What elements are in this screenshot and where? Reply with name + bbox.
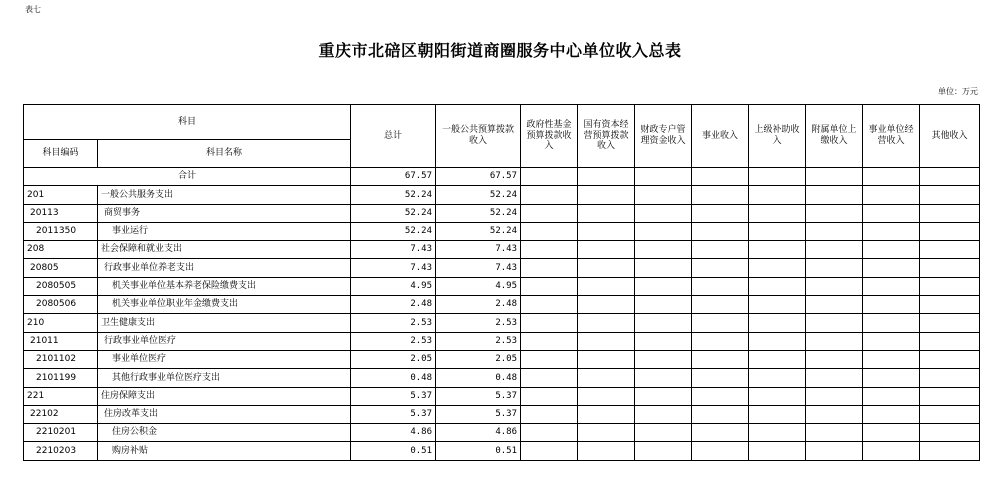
empty-cell	[521, 350, 578, 368]
table-row	[24, 350, 980, 368]
empty-cell	[920, 241, 980, 259]
empty-cell	[806, 259, 863, 277]
empty-cell	[635, 405, 692, 423]
empty-cell	[863, 369, 920, 387]
empty-cell	[806, 241, 863, 259]
empty-cell	[920, 277, 980, 295]
header-subject-name: 科目名称	[98, 140, 351, 168]
subject-name-cell: 事业单位医疗	[98, 350, 351, 368]
subject-code-cell: 2011350	[24, 222, 98, 240]
empty-cell	[806, 186, 863, 204]
subject-name-cell: 其他行政事业单位医疗支出	[98, 369, 351, 387]
empty-cell	[635, 350, 692, 368]
table-row	[24, 241, 980, 259]
general-budget-cell: 2.48	[436, 296, 521, 314]
empty-cell	[920, 222, 980, 240]
empty-cell	[692, 296, 749, 314]
general-budget-cell: 7.43	[436, 241, 521, 259]
header-business-income: 事业收入	[692, 105, 749, 168]
empty-cell	[692, 168, 749, 186]
empty-cell	[521, 332, 578, 350]
subject-name-cell: 行政事业单位养老支出	[98, 259, 351, 277]
general-budget-cell: 5.37	[436, 405, 521, 423]
empty-cell	[578, 442, 635, 460]
subject-code-cell: 20113	[24, 204, 98, 222]
subject-name-cell: 住房公积金	[98, 424, 351, 442]
empty-cell	[806, 405, 863, 423]
empty-cell	[635, 168, 692, 186]
empty-cell	[920, 332, 980, 350]
total-cell: 2.05	[351, 350, 436, 368]
subject-name-cell: 社会保障和就业支出	[98, 241, 351, 259]
empty-cell	[578, 277, 635, 295]
empty-cell	[578, 387, 635, 405]
header-business-operations: 事业单位经营收入	[863, 105, 920, 168]
empty-cell	[578, 241, 635, 259]
general-budget-cell: 0.51	[436, 442, 521, 460]
subject-name-cell: 事业运行	[98, 222, 351, 240]
empty-cell	[749, 222, 806, 240]
general-budget-cell: 2.53	[436, 332, 521, 350]
subject-name-cell: 机关事业单位职业年金缴费支出	[98, 296, 351, 314]
empty-cell	[920, 387, 980, 405]
empty-cell	[749, 350, 806, 368]
total-cell: 7.43	[351, 241, 436, 259]
empty-cell	[749, 186, 806, 204]
empty-cell	[635, 222, 692, 240]
empty-cell	[920, 442, 980, 460]
subject-name-cell: 行政事业单位医疗	[98, 332, 351, 350]
empty-cell	[692, 369, 749, 387]
empty-cell	[635, 241, 692, 259]
empty-cell	[749, 332, 806, 350]
total-cell: 0.48	[351, 369, 436, 387]
empty-cell	[635, 314, 692, 332]
header-state-capital: 国有资本经营预算拨款收入	[578, 105, 635, 168]
table-row	[24, 442, 980, 460]
empty-cell	[521, 296, 578, 314]
general-budget-cell: 7.43	[436, 259, 521, 277]
total-cell: 52.24	[351, 186, 436, 204]
empty-cell	[578, 296, 635, 314]
page-title: 重庆市北碚区朝阳街道商圈服务中心单位收入总表	[318, 41, 682, 60]
empty-cell	[692, 259, 749, 277]
table-row	[24, 222, 980, 240]
empty-cell	[635, 387, 692, 405]
empty-cell	[920, 405, 980, 423]
table-row	[24, 405, 980, 423]
empty-cell	[863, 424, 920, 442]
header-gov-fund: 政府性基金预算拨款收入	[521, 105, 578, 168]
subject-name-cell: 卫生健康支出	[98, 314, 351, 332]
total-cell: 4.86	[351, 424, 436, 442]
empty-cell	[521, 186, 578, 204]
empty-cell	[920, 168, 980, 186]
general-budget-cell: 52.24	[436, 222, 521, 240]
empty-cell	[578, 259, 635, 277]
subject-code-cell: 201	[24, 186, 98, 204]
empty-cell	[521, 241, 578, 259]
empty-cell	[863, 387, 920, 405]
subject-name-cell: 一般公共服务支出	[98, 186, 351, 204]
empty-cell	[521, 168, 578, 186]
empty-cell	[521, 314, 578, 332]
empty-cell	[692, 332, 749, 350]
table-row	[24, 186, 980, 204]
empty-cell	[920, 186, 980, 204]
empty-cell	[521, 222, 578, 240]
subject-code-cell: 2080506	[24, 296, 98, 314]
empty-cell	[863, 277, 920, 295]
header-subject-code: 科目编码	[24, 140, 98, 168]
empty-cell	[806, 222, 863, 240]
total-cell: 4.95	[351, 277, 436, 295]
table-row	[24, 259, 980, 277]
empty-cell	[920, 350, 980, 368]
total-cell: 5.37	[351, 405, 436, 423]
subject-code-cell: 2210201	[24, 424, 98, 442]
empty-cell	[521, 405, 578, 423]
empty-cell	[863, 186, 920, 204]
general-budget-cell: 4.95	[436, 277, 521, 295]
empty-cell	[749, 442, 806, 460]
total-cell: 52.24	[351, 204, 436, 222]
total-cell: 7.43	[351, 259, 436, 277]
empty-cell	[692, 241, 749, 259]
table-number-label: 表七	[25, 5, 41, 14]
general-budget-cell: 52.24	[436, 204, 521, 222]
empty-cell	[806, 387, 863, 405]
general-budget-cell: 5.37	[436, 387, 521, 405]
general-budget-cell: 2.53	[436, 314, 521, 332]
empty-cell	[692, 277, 749, 295]
empty-cell	[578, 168, 635, 186]
subject-code-cell: 221	[24, 387, 98, 405]
empty-cell	[692, 442, 749, 460]
empty-cell	[578, 424, 635, 442]
subject-code-cell: 2210203	[24, 442, 98, 460]
empty-cell	[635, 186, 692, 204]
empty-cell	[635, 424, 692, 442]
empty-cell	[920, 424, 980, 442]
empty-cell	[863, 222, 920, 240]
empty-cell	[692, 314, 749, 332]
empty-cell	[578, 314, 635, 332]
empty-cell	[692, 424, 749, 442]
empty-cell	[692, 222, 749, 240]
subject-code-cell: 2101102	[24, 350, 98, 368]
empty-cell	[521, 442, 578, 460]
empty-cell	[635, 277, 692, 295]
empty-cell	[863, 168, 920, 186]
empty-cell	[920, 259, 980, 277]
empty-cell	[806, 314, 863, 332]
table-row	[24, 314, 980, 332]
total-row	[24, 168, 980, 186]
total-cell: 2.53	[351, 314, 436, 332]
empty-cell	[521, 387, 578, 405]
empty-cell	[578, 369, 635, 387]
empty-cell	[692, 186, 749, 204]
empty-cell	[521, 204, 578, 222]
empty-cell	[635, 259, 692, 277]
empty-cell	[521, 259, 578, 277]
empty-cell	[806, 296, 863, 314]
empty-cell	[863, 296, 920, 314]
empty-cell	[806, 350, 863, 368]
table-row	[24, 369, 980, 387]
subject-code-cell: 208	[24, 241, 98, 259]
empty-cell	[749, 387, 806, 405]
empty-cell	[920, 369, 980, 387]
empty-cell	[863, 241, 920, 259]
table-row	[24, 332, 980, 350]
general-budget-cell: 4.86	[436, 424, 521, 442]
subject-code-cell: 20805	[24, 259, 98, 277]
unit-label: 单位：万元	[938, 87, 978, 96]
general-budget-cell: 0.48	[436, 369, 521, 387]
empty-cell	[578, 332, 635, 350]
empty-cell	[635, 204, 692, 222]
empty-cell	[578, 350, 635, 368]
empty-cell	[749, 424, 806, 442]
empty-cell	[749, 296, 806, 314]
empty-cell	[863, 405, 920, 423]
total-cell: 0.51	[351, 442, 436, 460]
total-general-budget: 67.57	[436, 168, 521, 186]
total-cell: 2.48	[351, 296, 436, 314]
empty-cell	[578, 405, 635, 423]
empty-cell	[578, 222, 635, 240]
empty-cell	[521, 277, 578, 295]
empty-cell	[749, 314, 806, 332]
total-amount: 67.57	[351, 168, 436, 186]
empty-cell	[863, 314, 920, 332]
empty-cell	[806, 442, 863, 460]
table-row	[24, 277, 980, 295]
empty-cell	[806, 168, 863, 186]
empty-cell	[749, 405, 806, 423]
empty-cell	[578, 186, 635, 204]
subject-name-cell: 机关事业单位基本养老保险缴费支出	[98, 277, 351, 295]
table-row	[24, 387, 980, 405]
empty-cell	[521, 369, 578, 387]
total-label: 合计	[24, 168, 351, 186]
table-row	[24, 296, 980, 314]
empty-cell	[749, 168, 806, 186]
empty-cell	[920, 314, 980, 332]
empty-cell	[806, 332, 863, 350]
empty-cell	[635, 296, 692, 314]
subject-code-cell: 210	[24, 314, 98, 332]
empty-cell	[749, 259, 806, 277]
empty-cell	[578, 204, 635, 222]
empty-cell	[692, 405, 749, 423]
empty-cell	[863, 259, 920, 277]
empty-cell	[692, 204, 749, 222]
header-subject: 科目	[24, 105, 351, 140]
empty-cell	[635, 369, 692, 387]
general-budget-cell: 2.05	[436, 350, 521, 368]
empty-cell	[863, 442, 920, 460]
empty-cell	[692, 387, 749, 405]
total-cell: 2.53	[351, 332, 436, 350]
subject-name-cell: 住房保障支出	[98, 387, 351, 405]
subject-name-cell: 住房改革支出	[98, 405, 351, 423]
subject-name-cell: 购房补贴	[98, 442, 351, 460]
general-budget-cell: 52.24	[436, 186, 521, 204]
empty-cell	[863, 350, 920, 368]
header-other-income: 其他收入	[920, 105, 980, 168]
table-row	[24, 424, 980, 442]
empty-cell	[920, 296, 980, 314]
empty-cell	[749, 204, 806, 222]
header-fiscal-special: 财政专户管理资金收入	[635, 105, 692, 168]
empty-cell	[692, 350, 749, 368]
table-row	[24, 204, 980, 222]
header-total: 总计	[351, 105, 436, 168]
subject-code-cell: 22102	[24, 405, 98, 423]
income-summary-table	[23, 104, 980, 461]
subject-code-cell: 2101199	[24, 369, 98, 387]
header-affiliated-units: 附属单位上缴收入	[806, 105, 863, 168]
total-cell: 5.37	[351, 387, 436, 405]
empty-cell	[749, 369, 806, 387]
empty-cell	[749, 241, 806, 259]
empty-cell	[806, 204, 863, 222]
header-superior-subsidy: 上级补助收入	[749, 105, 806, 168]
total-cell: 52.24	[351, 222, 436, 240]
header-general-budget: 一般公共预算拨款收入	[436, 105, 521, 168]
empty-cell	[806, 277, 863, 295]
empty-cell	[521, 424, 578, 442]
empty-cell	[749, 277, 806, 295]
empty-cell	[920, 204, 980, 222]
empty-cell	[635, 332, 692, 350]
empty-cell	[635, 442, 692, 460]
subject-name-cell: 商贸事务	[98, 204, 351, 222]
empty-cell	[863, 332, 920, 350]
empty-cell	[863, 204, 920, 222]
empty-cell	[806, 369, 863, 387]
subject-code-cell: 21011	[24, 332, 98, 350]
empty-cell	[806, 424, 863, 442]
subject-code-cell: 2080505	[24, 277, 98, 295]
